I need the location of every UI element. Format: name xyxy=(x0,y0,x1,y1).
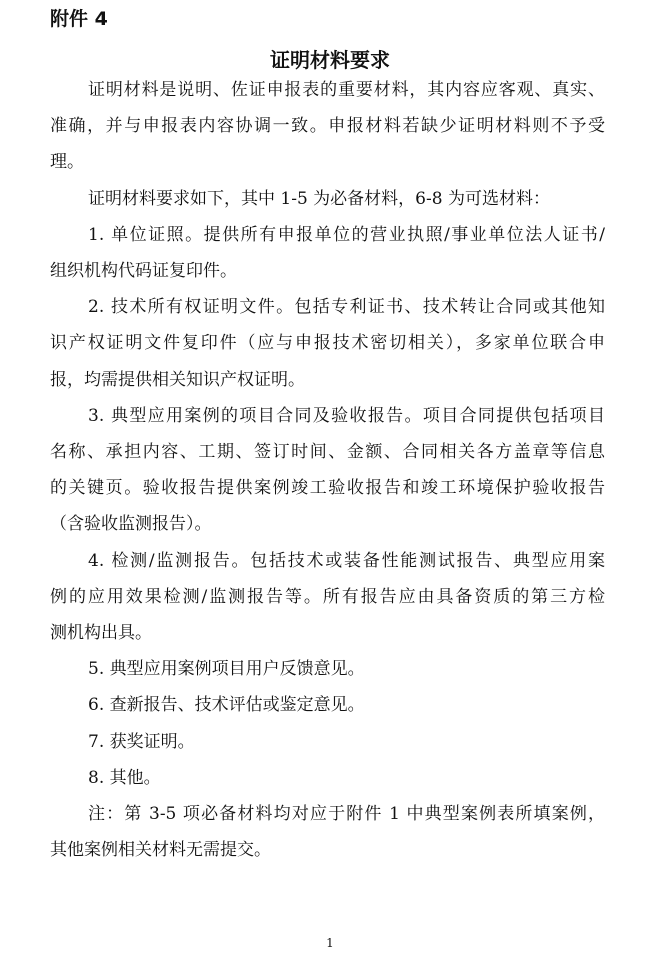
page-number: 1 xyxy=(326,936,334,950)
text-line: 证明材料是说明、佐证申报表的重要材料，其内容应客观、真实、 xyxy=(88,80,605,100)
attachment-label: 附件 4 xyxy=(50,8,108,30)
text-line: 理。 xyxy=(50,152,84,173)
text-line: 6. 查新报告、技术评估或鉴定意见。 xyxy=(88,695,365,716)
text-line: 证明材料要求如下，其中 1-5 为必备材料，6-8 为可选材料： xyxy=(88,188,550,209)
text-line: 5. 典型应用案例项目用户反馈意见。 xyxy=(88,659,365,680)
text-line: 组织机构代码证复印件。 xyxy=(50,261,237,281)
text-line: 的关键页。验收报告提供案例竣工验收报告和竣工环境保护验收报告 xyxy=(50,478,605,499)
text-line: 其他案例相关材料无需提交。 xyxy=(50,840,271,861)
text-line: 例的应用效果检测/监测报告等。所有报告应由具备资质的第三方检 xyxy=(50,586,605,607)
text-line: 1. 单位证照。提供所有申报单位的营业执照/事业单位法人证书/ xyxy=(88,224,605,245)
text-line: （含验收监测报告）。 xyxy=(50,514,212,535)
text-line: 报，均需提供相关知识产权证明。 xyxy=(50,369,305,390)
text-line: 测机构出具。 xyxy=(50,623,152,643)
text-line: 识产权证明文件复印件（应与申报技术密切相关），多家单位联合申 xyxy=(50,333,605,354)
document-title: 证明材料要求 xyxy=(270,48,390,72)
text-line: 名称、承担内容、工期、签订时间、金额、合同相关各方盖章等信息 xyxy=(50,442,605,462)
text-line: 7. 获奖证明。 xyxy=(88,731,195,752)
text-line: 注：第 3-5 项必备材料均对应于附件 1 中典型案例表所填案例， xyxy=(88,804,605,824)
text-line: 8. 其他。 xyxy=(88,767,161,788)
text-line: 准确，并与申报表内容协调一致。申报材料若缺少证明材料则不予受 xyxy=(50,116,605,137)
text-line: 4. 检测/监测报告。包括技术或装备性能测试报告、典型应用案 xyxy=(88,550,605,571)
text-line: 3. 典型应用案例的项目合同及验收报告。项目合同提供包括项目 xyxy=(88,405,605,426)
text-line: 2. 技术所有权证明文件。包括专利证书、技术转让合同或其他知 xyxy=(88,297,605,318)
